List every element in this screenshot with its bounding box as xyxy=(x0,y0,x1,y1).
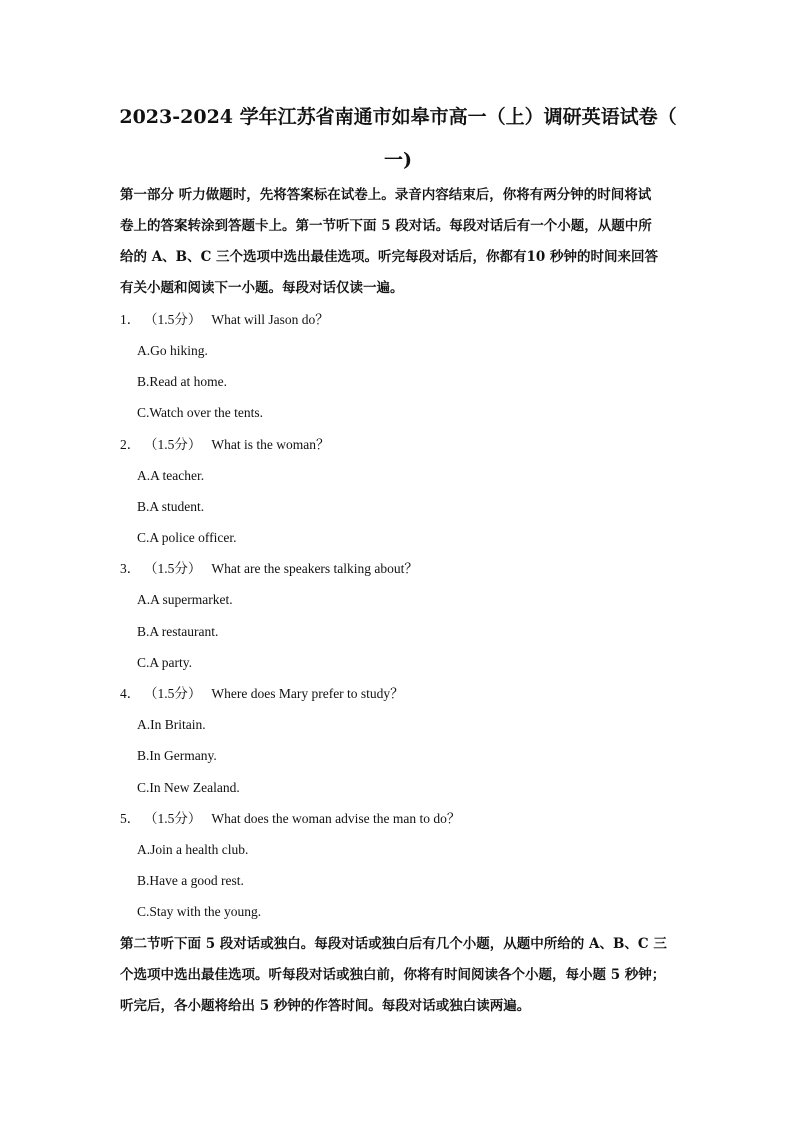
section2-instruction-line: 第二节听下面 5 段对话或独白。每段对话或独白后有几个小题，从题中所给的 A、B、C 三 xyxy=(120,936,667,952)
question-1-option-b: B.Read at home. xyxy=(137,374,227,389)
question-3-option-a: A.A supermarket. xyxy=(137,592,233,607)
question-score: （1.5分） xyxy=(144,437,202,452)
question-number: 2． xyxy=(120,437,141,452)
section2-instruction-line: 个选项中选出最佳选项。听每段对话或独白前，你将有时间阅读各个小题，每小题 5 秒钟； xyxy=(120,967,666,983)
section1-instruction-line: 第一部分 听力做题时，先将答案标在试卷上。录音内容结束后，你将有两分钟的时间将试 xyxy=(120,187,652,203)
question-4-option-b: B.In Germany. xyxy=(137,748,217,763)
question-text: What are the speakers talking about？ xyxy=(211,561,418,576)
question-number: 4． xyxy=(120,686,141,701)
question-text: What does the woman advise the man to do？ xyxy=(211,811,461,826)
question-text: Where does Mary prefer to study？ xyxy=(211,686,404,701)
question-2-stem xyxy=(120,435,329,455)
question-5-option-b: B.Have a good rest. xyxy=(137,873,244,888)
question-5-option-a: A.Join a health club. xyxy=(137,842,249,857)
section1-instruction-line: 有关小题和阅读下一小题。每段对话仅读一遍。 xyxy=(120,280,404,296)
section1-instruction-line: 给的 A、B、C 三个选项中选出最佳选项。听完每段对话后，你都有10 秒钟的时间来回答 xyxy=(120,249,659,265)
question-number: 5． xyxy=(120,811,141,826)
question-4-option-a: A.In Britain. xyxy=(137,717,206,732)
question-1-option-c: C.Watch over the tents. xyxy=(137,405,264,420)
question-text: What is the woman？ xyxy=(211,437,330,452)
exam-title-line2: 一) xyxy=(384,149,412,171)
question-2-option-c: C.A police officer. xyxy=(137,530,237,545)
question-3-option-b: B.A restaurant. xyxy=(137,624,219,639)
question-text: What will Jason do？ xyxy=(211,312,329,327)
question-4-option-c: C.In New Zealand. xyxy=(137,780,240,795)
exam-title-line1: 2023-2024 学年江苏省南通市如皋市高一（上）调研英语试卷（ xyxy=(119,106,677,128)
question-1-stem xyxy=(120,310,329,330)
section2-instruction-line: 听完后，各小题将给出 5 秒钟的作答时间。每段对话或独白读两遍。 xyxy=(120,998,531,1014)
question-score: （1.5分） xyxy=(144,312,202,327)
question-score: （1.5分） xyxy=(144,686,202,701)
section1-instruction-line: 卷上的答案转涂到答题卡上。第一节听下面 5 段对话。每段对话后有一个小题，从题中所 xyxy=(120,218,652,234)
question-2-option-a: A.A teacher. xyxy=(137,468,205,483)
question-3-option-c: C.A party. xyxy=(137,655,192,670)
question-number: 3． xyxy=(120,561,141,576)
question-1-option-a: A.Go hiking. xyxy=(137,343,208,358)
question-score: （1.5分） xyxy=(144,561,202,576)
question-3-stem xyxy=(120,559,418,579)
question-5-option-c: C.Stay with the young. xyxy=(137,904,262,919)
question-4-stem xyxy=(120,684,404,704)
question-5-stem xyxy=(120,809,460,829)
question-number: 1． xyxy=(120,312,141,327)
question-score: （1.5分） xyxy=(144,811,202,826)
question-2-option-b: B.A student. xyxy=(137,499,205,514)
